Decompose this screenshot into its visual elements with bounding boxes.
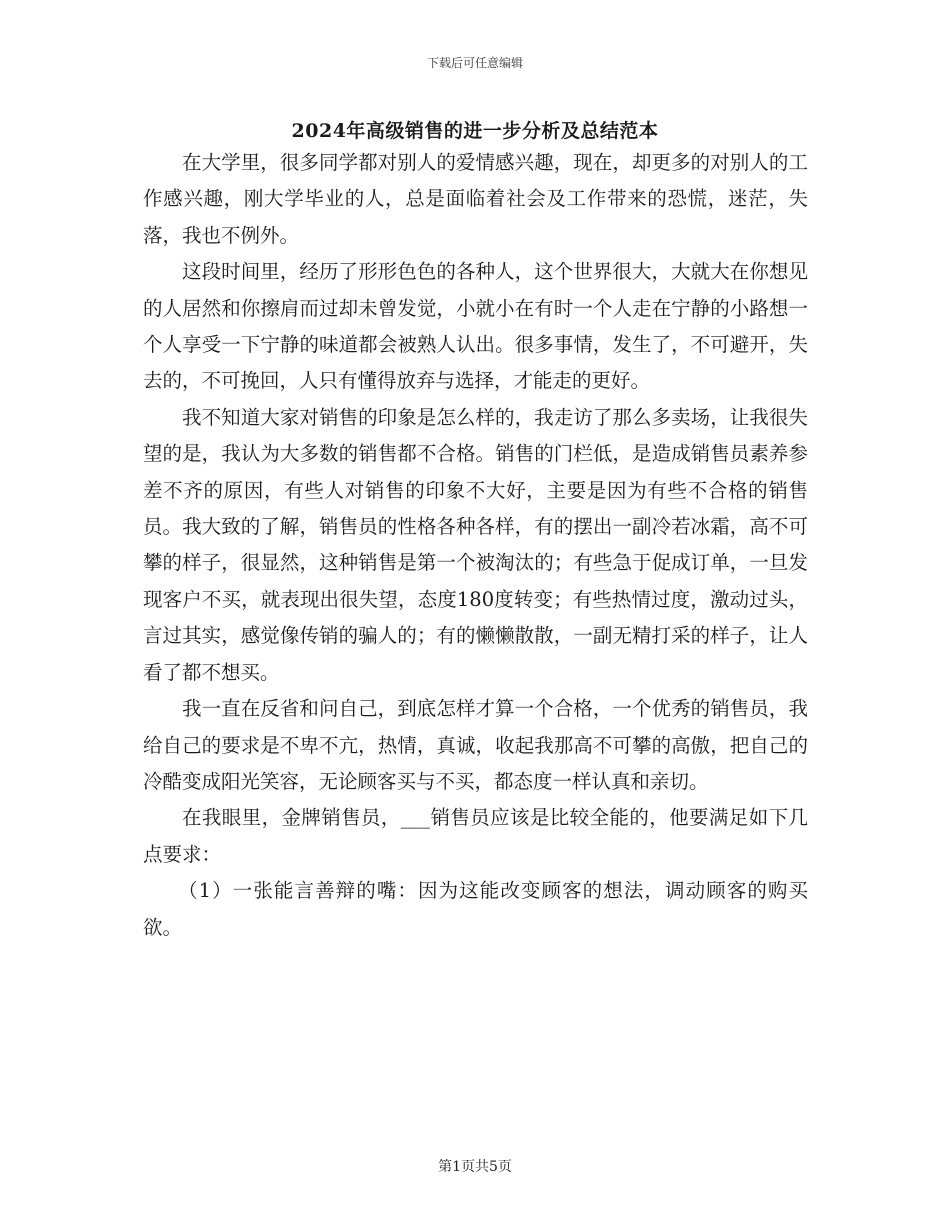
paragraph: 在大学里，很多同学都对别人的爱情感兴趣，现在，却更多的对别人的工作感兴趣，刚大学毕业的人，总是面临着社会及工作带来的恐慌，迷茫，失落，我也不例外。: [143, 151, 808, 247]
paragraph: 我一直在反省和问自己，到底怎样才算一个合格，一个优秀的销售员，我给自己的要求是不卑不亢，热情，真诚，收起我那高不可攀的高傲，把自己的冷酷变成阳光笑容，无论顾客买与不买，都态度一样认真和亲切。: [143, 697, 808, 793]
page-number: 第1页共5页: [438, 1159, 512, 1175]
document-body: [143, 145, 808, 946]
page-header-note: 下载后可任意编辑: [426, 56, 523, 70]
document-title: 2024年高级销售的进一步分析及总结范本: [291, 120, 659, 142]
paragraph: 在我眼里，金牌销售员，___销售员应该是比较全能的，他要满足如下几点要求：: [143, 806, 808, 866]
list-item-paragraph: （1）一张能言善辩的嘴：因为这能改变顾客的想法，调动顾客的购买欲。: [143, 879, 808, 939]
paragraph: 我不知道大家对销售的印象是怎么样的，我走访了那么多卖场，让我很失望的是，我认为大多数的销售都不合格。销售的门栏低，是造成销售员素养参差不齐的原因，有些人对销售的印象不大好，主要是因为有些不合格的销售员。我大致的了解，销售员的性格各种各样，有的摆出一副冷若冰霜，高不可攀的样子，很显然，这种销售是第一个被淘汰的；有些急于促成订单，一旦发现客户不买，就表现出很失望，态度180度转变；有些热情过度，激动过头，言过其实，感觉像传销的骗人的；有的懒懒散散，一副无精打采的样子，让人看了都不想买。: [143, 405, 808, 684]
paragraph: 这段时间里，经历了形形色色的各种人，这个世界很大，大就大在你想见的人居然和你擦肩而过却未曾发觉，小就小在有时一个人走在宁静的小路想一个人享受一下宁静的味道都会被熟人认出。很多事情，发生了，不可避开，失去的，不可挽回，人只有懂得放弃与选择，才能走的更好。: [143, 260, 808, 393]
